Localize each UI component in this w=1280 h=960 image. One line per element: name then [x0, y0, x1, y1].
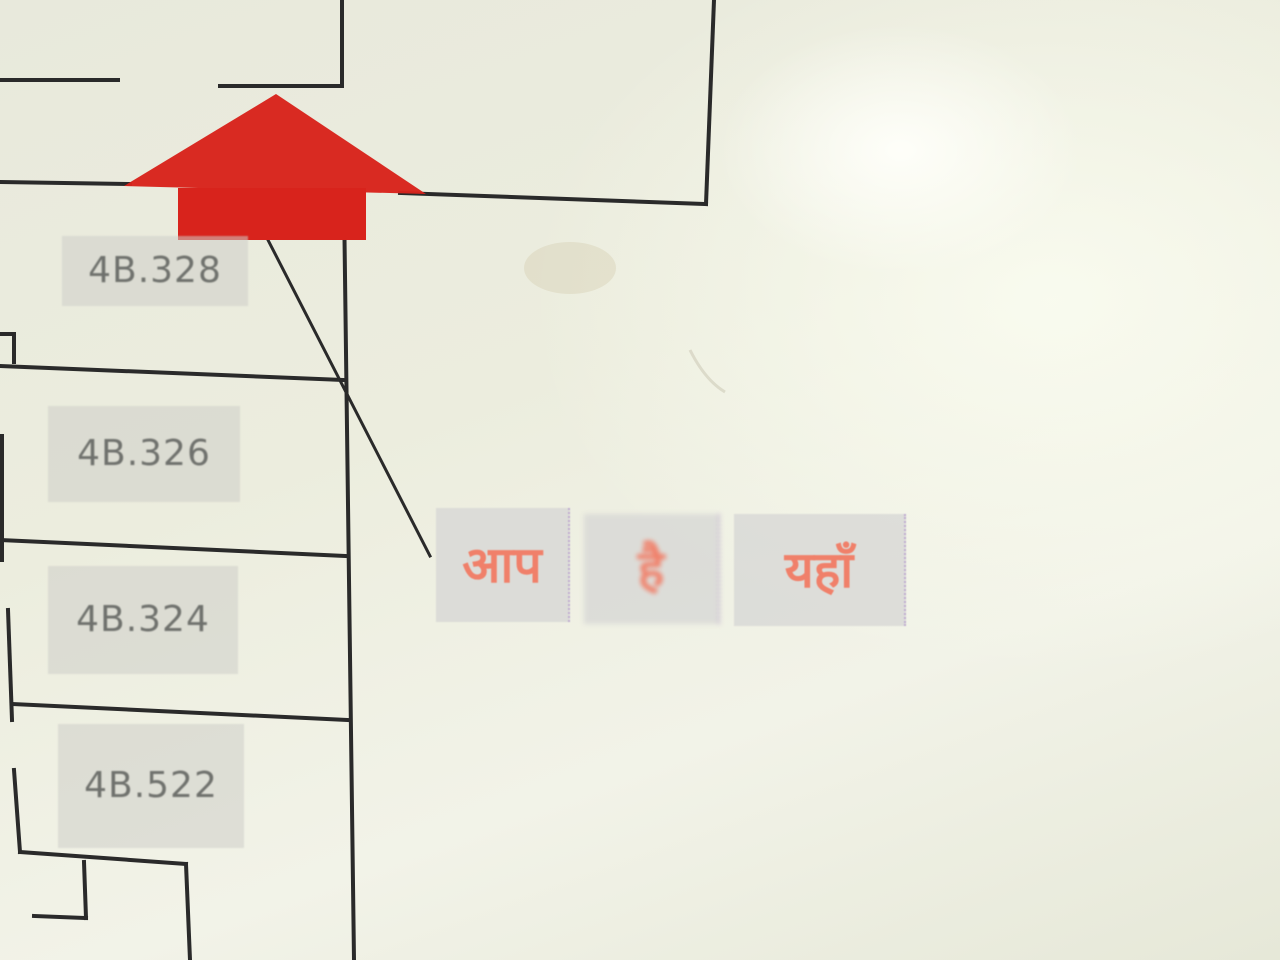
- wall-line: [0, 366, 344, 380]
- room-label: [62, 236, 248, 306]
- wall-line: [400, 193, 706, 204]
- wall-line: [84, 862, 86, 918]
- corridor-wall: [344, 200, 354, 960]
- wall-line: [14, 770, 20, 852]
- you-are-here-arrow: [124, 94, 426, 240]
- wall-line: [12, 704, 348, 720]
- wall-line: [34, 916, 86, 918]
- room-label: [48, 566, 238, 674]
- wall-line: [20, 852, 186, 864]
- room-number: 4B.522: [84, 765, 218, 806]
- wall-line: [186, 864, 190, 960]
- wall-line: [706, 0, 714, 204]
- room-number: 4B.328: [88, 250, 222, 291]
- wall-line: [0, 182, 130, 184]
- room-number: 4B.324: [76, 599, 210, 640]
- room-label: [58, 724, 244, 848]
- room-label: [48, 406, 240, 502]
- you-are-here-word: है: [584, 514, 720, 624]
- you-are-here-word: आप: [436, 508, 570, 622]
- wall-line: [0, 540, 346, 556]
- you-are-here-word: यहाँ: [734, 514, 906, 626]
- room-number: 4B.326: [77, 433, 211, 474]
